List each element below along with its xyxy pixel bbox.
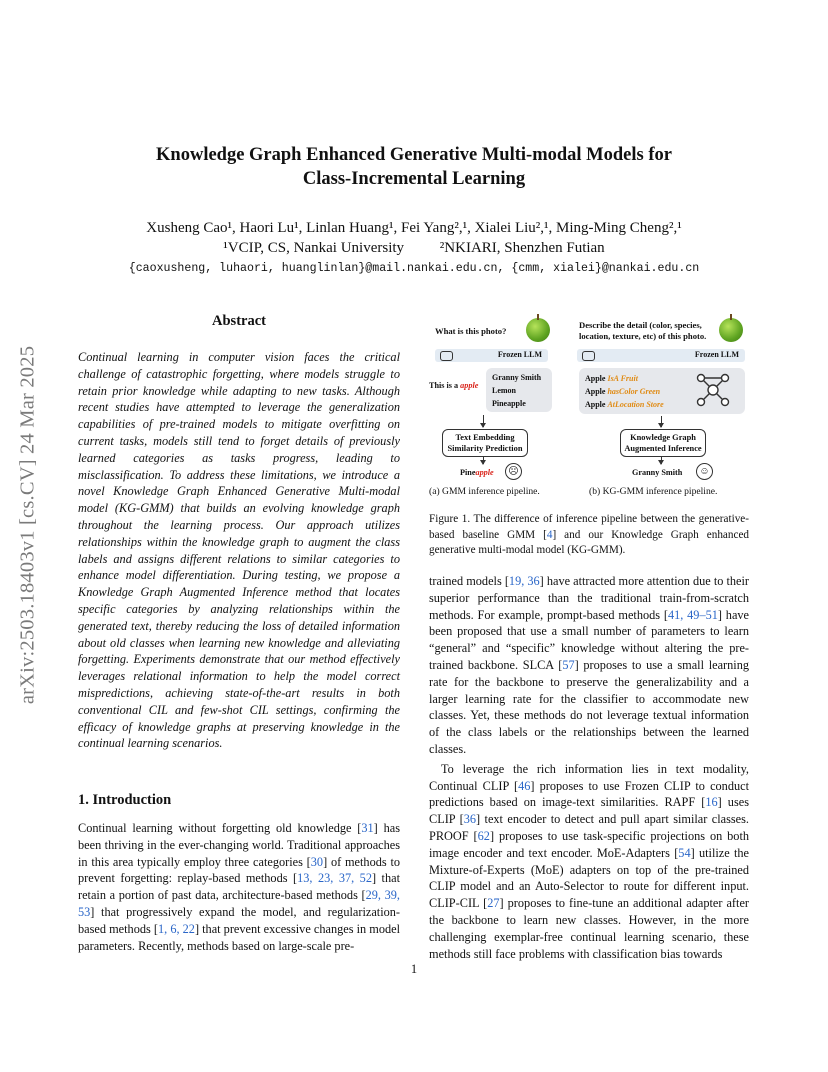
paper-title: Knowledge Graph Enhanced Generative Multi-modal Models for Class-Incremental Learning [156,145,672,189]
frozen-llm-bar-left: Frozen LLM [435,349,548,362]
apple-image-right [719,318,743,342]
citation-link[interactable]: 16 [705,795,718,810]
gmm-result: Pineapple [460,468,494,477]
kg-inference-box: Knowledge Graph Augmented Inference [620,429,706,457]
robot-icon [440,351,453,361]
candidate-2: Lemon [492,386,516,395]
knowledge-graph-icon [693,370,733,410]
affiliation-2: ²NKIARI, Shenzhen Futian [439,240,605,256]
subcaption-a: (a) GMM inference pipeline. [429,486,540,497]
kg-gmm-result: Granny Smith [632,468,683,477]
citation-link[interactable]: 27 [487,896,500,911]
right-paragraph-2: To leverage the rich information lies in text modality, Continual CLIP [46] proposes to use Frozen CLIP to conduct predictions based on image-text similarities. RAPF [16] uses CLIP [36] text encoder to detect and pull apart similar classes. PROOF [62] proposes to use task-specific projections on both image encoder and text encoder. MoE-Adapters [54] utilize the Mixture-of-Experts (MoE) adapters on top of the pre-trained CLIP model and an Auto-Selector to route for different input. CLIP-CIL [27] proposes to fine-tune an additional adapter after the backbone to learn new classes. However, in the more challenging exemplar-free continual learning scenario, these methods still face problems with classification bias towards [429,761,750,961]
citation-link[interactable]: 1, 6, 22 [157,921,195,936]
arrow-down [661,457,662,464]
citation-link[interactable]: 62 [477,828,490,843]
introduction-paragraph: Continual learning without forgetting old knowledge [31] has been thriving in the ever-changing world. Traditional approaches in this area typically employ three categories [30] of methods to prevent forgetting: replay-based methods [13, 23, 37, 52] that retain a portion of past data, architecture-based methods [29, 39, 53] that progressively expand the model, and regularization-based methods [1, 6, 22] that prevent excessive changes in model parameters. Recently, methods based on large-scale pre- [78,821,401,953]
citation-link[interactable]: 57 [562,657,575,672]
affiliation-1: ¹VCIP, CS, Nankai University [223,240,405,256]
frozen-llm-bar-right: Frozen LLM [577,349,745,362]
author-list: Xusheng Cao¹, Haori Lu¹, Linlan Huang¹, Fei Yang²,¹, Xialei Liu²,¹, Ming-Ming Cheng²,¹ [146,220,682,236]
right-paragraph-1: trained models [19, 36] have attracted more attention due to their superior performance than the traditional train-from-scratch methods. For example, prompt-based methods [41, 49–51] have been proposed that use a small number of parameters to learn “general” and “specific” knowledge without altering the pre-trained backbone. SLCA [57] proposes to use a small learning rate for the backbone to preserve the generalizability and a larger learning rate for the classifier to accommodate new classes. Yet, these methods do not leverage textual information of the class labels or the relationships between the learned classes. [429,574,750,756]
relation-3: Apple AtLocation Store [585,400,664,409]
introduction-heading: 1. Introduction [78,792,172,808]
citation-link[interactable]: 29, 39, 53 [78,888,400,919]
citation-link[interactable]: 54 [678,845,691,860]
arrow-down [483,415,484,427]
relation-1: Apple IsA Fruit [585,374,638,383]
citation-link[interactable]: 46 [518,778,531,793]
sad-face-icon: ☹ [505,463,522,480]
text-embedding-box: Text Embedding Similarity Prediction [442,429,528,457]
candidate-1: Granny Smith [492,373,542,382]
figure-1 [429,312,751,502]
abstract-text: Continual learning in computer vision faces the critical challenge of catastrophic forgetting, where models struggle to retain prior knowledge while adapting to new tasks. Although recent studies have attempted to leverage the generalization capabilities of pre-trained models to mitigate overfitting on current tasks, models still tend to forget details of previously learned categories as tasks progress, leading to misclassification. To address these limitations, we introduce a novel Knowledge Graph Enhanced Generative Multi-modal model (KG-GMM) that builds an evolving knowledge graph throughout the learning process. Our approach utilizes relationships within the knowledge graph to augment the class labels and assigns different relations to similar categories to enhance model differentiation. During testing, we propose a Knowledge Graph Augmented Inference method that locates specific categories by analyzing relationships within the generated text, thereby reducing the loss of detailed information about old classes when learning new knowledge and alleviating forgetting. Experiments demonstrate that our method effectively leverages relational information to help the model correct mispredictions, achieving state-of-the-art results in both conventional CIL and few-shot CIL settings, confirming the efficacy of knowledge graphs at preserving knowledge in the continual learning scenarios. [78,350,400,751]
figure-1-caption: Figure 1. The difference of inference pipeline between the generative-based baseline GMM [4] and our Knowledge Graph enhanced generative multi-modal model (KG-GMM). [429,513,750,557]
arxiv-watermark: arXiv:2503.18403v1 [cs.CV] 24 Mar 2025 [16,345,39,705]
subcaption-b: (b) KG-GMM inference pipeline. [589,486,718,497]
citation-link[interactable]: 4 [546,528,553,541]
left-question: What is this photo? [435,326,507,336]
citation-link[interactable]: 30 [310,854,324,869]
candidate-3: Pineapple [492,399,526,408]
page-number: 1 [410,962,418,976]
citation-link[interactable]: 36 [463,812,477,827]
citation-link[interactable]: 31 [361,821,374,835]
robot-icon [582,351,595,361]
relation-2: Apple hasColor Green [585,387,661,396]
citation-link[interactable]: 41, 49–51 [667,607,718,622]
citation-link[interactable]: 13, 23, 37, 52 [297,871,372,886]
right-column-text [429,573,749,962]
abstract-heading: Abstract [212,313,266,329]
author-emails: {caoxusheng, luhaori, huanglinlan}@mail.nankai.edu.cn, {cmm, xialei}@nankai.edu.cn [128,262,700,275]
affiliations [60,238,768,258]
right-question: Describe the detail (color, species, location, texture, etc) of this photo. [579,320,707,341]
arrow-down [483,457,484,464]
apple-image-left [526,318,550,342]
happy-face-icon: ☺ [696,463,713,480]
gmm-output-text: This is a apple [429,381,479,390]
citation-link[interactable]: 19, 36 [508,574,540,588]
arrow-down [661,416,662,427]
